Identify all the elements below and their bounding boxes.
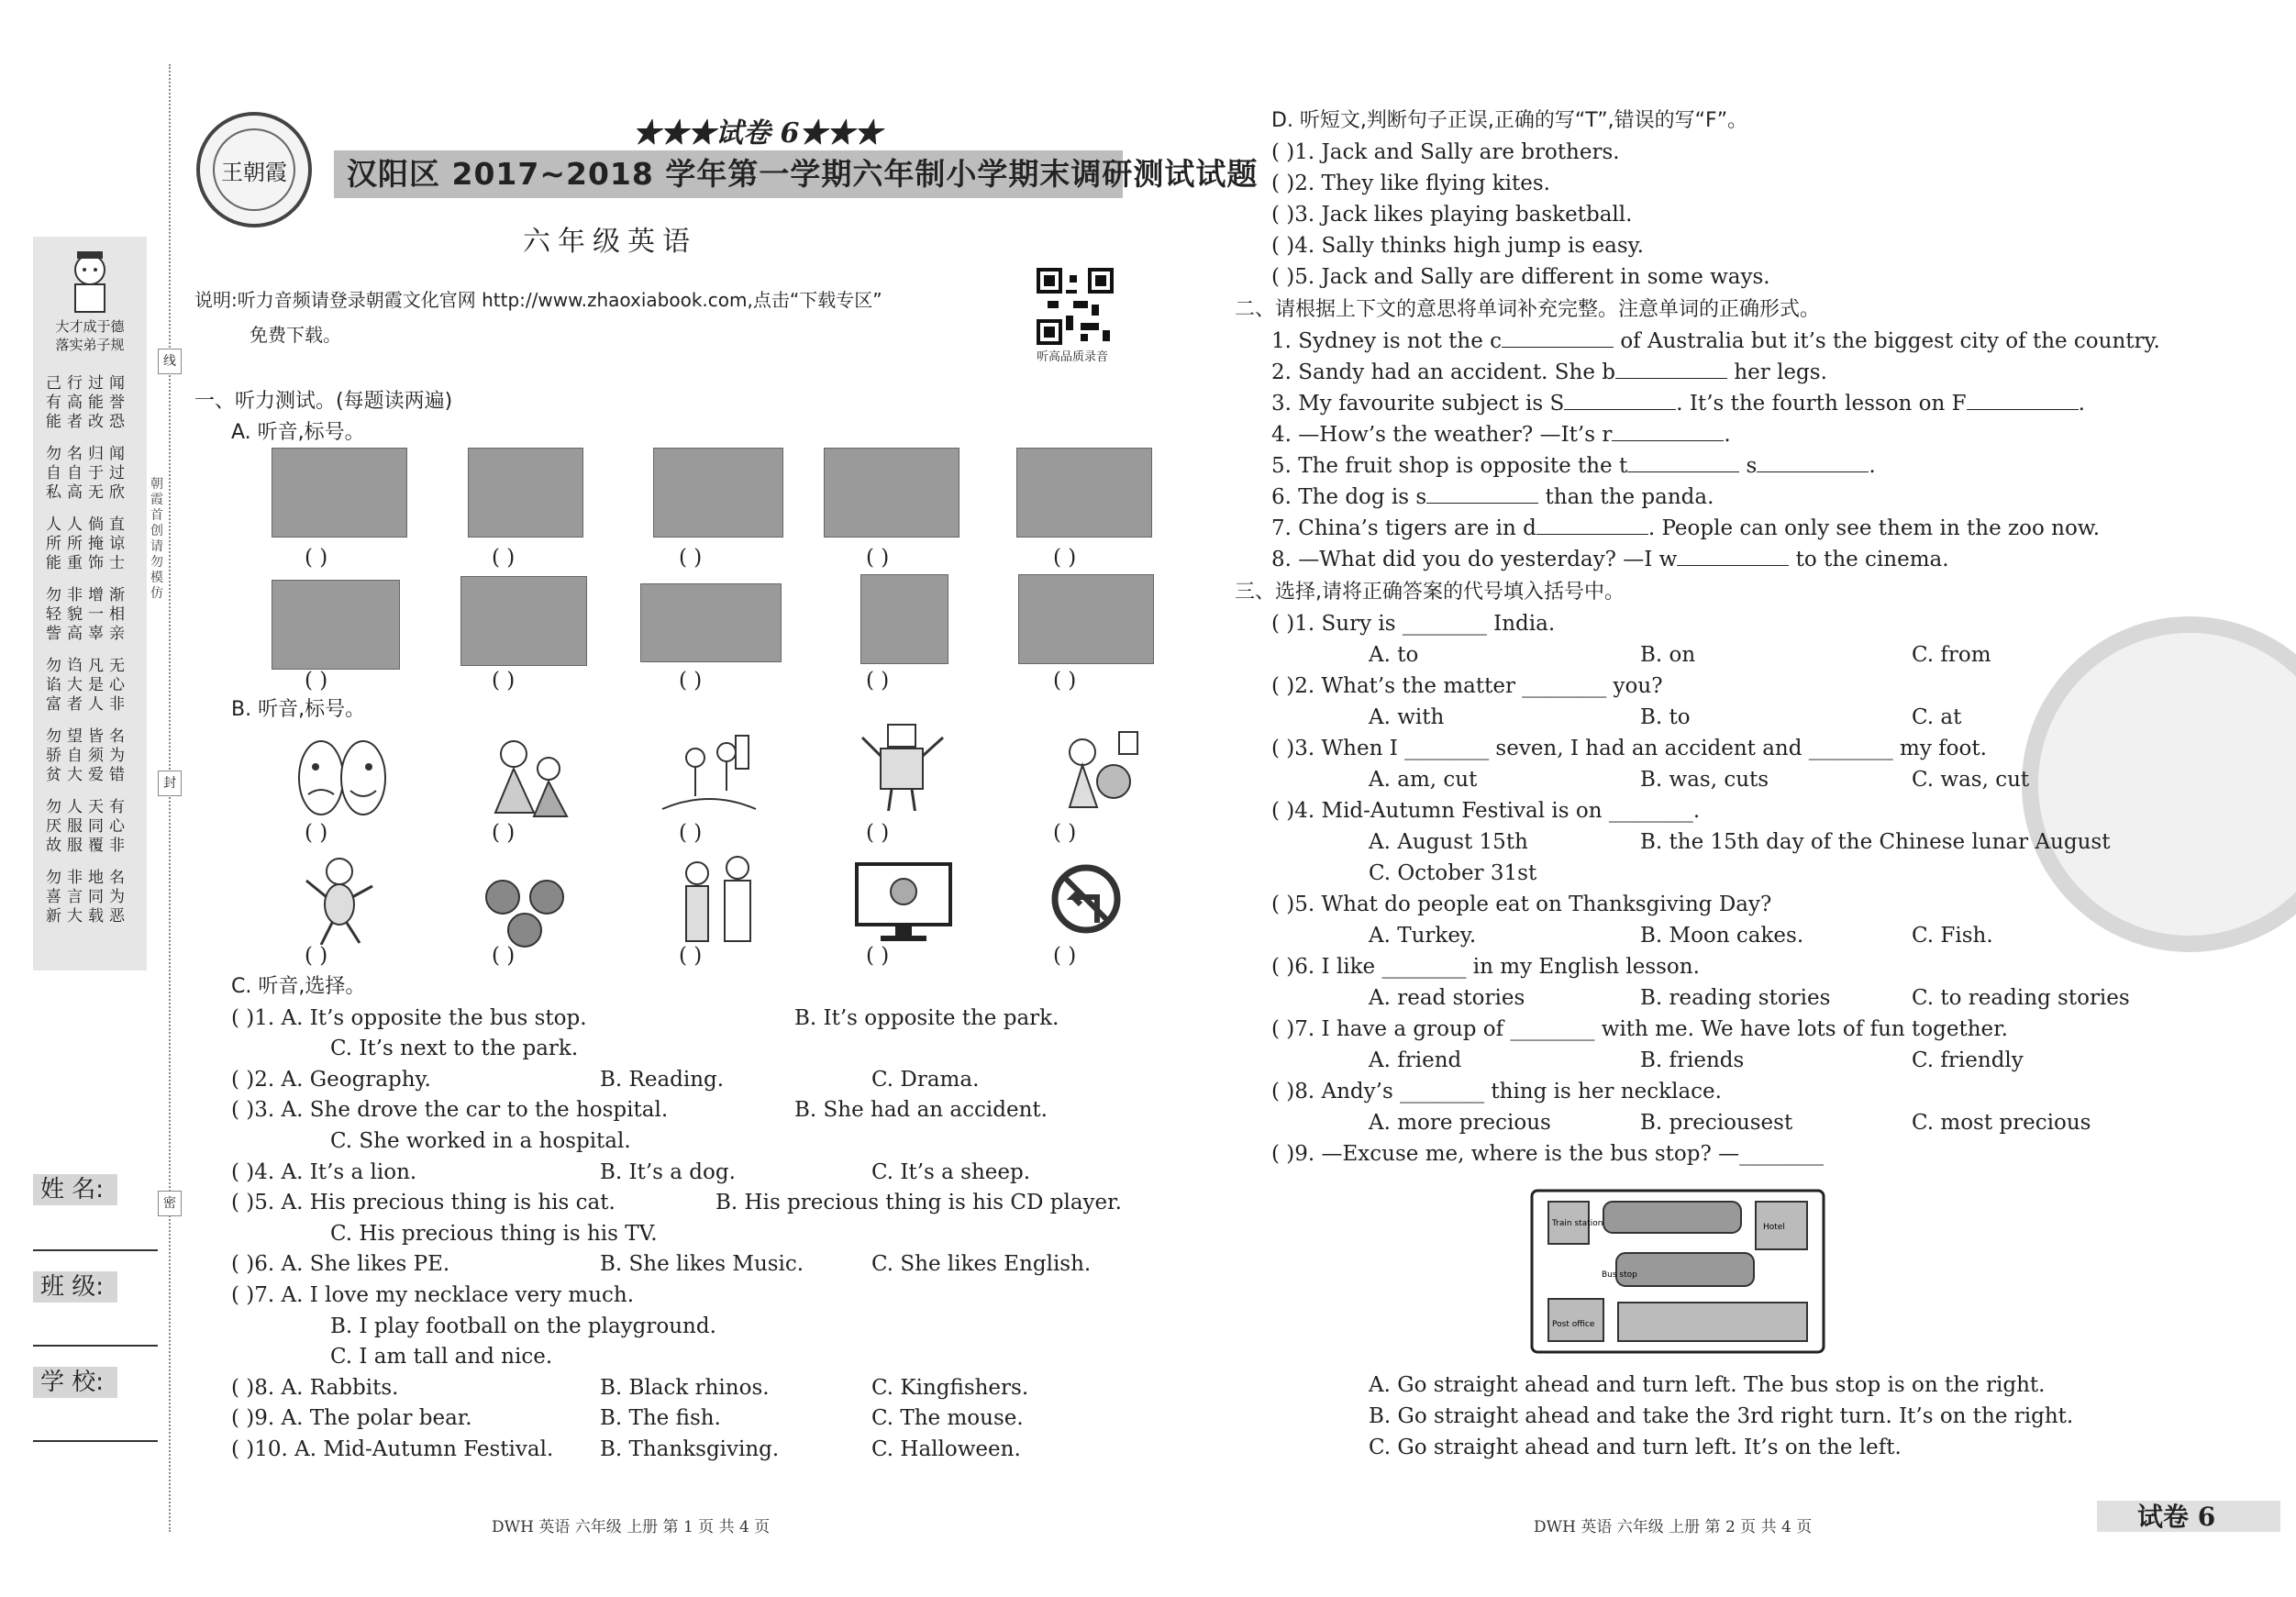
c-item-7: ( )7. A. I love my necklace very much. — [231, 1283, 635, 1307]
choice-q5-c: C. Fish. — [1912, 924, 1993, 948]
c-item-1: ( )1. A. It’s opposite the bus stop. — [231, 1006, 587, 1030]
fill-blank-7[interactable] — [1536, 514, 1648, 535]
c-item-10-b: B. Thanksgiving. — [600, 1437, 780, 1461]
fill-item-7: 7. China’s tigers are in d . People can only see them in the zoo now. — [1271, 514, 2100, 543]
fill-blank-2[interactable] — [1615, 358, 1727, 379]
part-d-title: D. 听短文,判断句子正误,正确的写“T”,错误的写“F”。 — [1271, 109, 1748, 132]
fill-item-2: 2. Sandy had an accident. She b her legs. — [1271, 358, 1827, 387]
choice-q7-a: A. friend — [1369, 1048, 1462, 1072]
audio-note — [194, 283, 882, 352]
page-footer-2: DWH 英语 六年级 上册 第 2 页 共 4 页 — [1534, 1518, 1813, 1536]
d-item-4: ( )4. Sally thinks high jump is easy. — [1271, 234, 1644, 258]
choice-q2-a: A. with — [1369, 705, 1445, 729]
dancing-tiger-icon — [294, 853, 394, 945]
fill-blank-5a[interactable] — [1627, 451, 1739, 472]
photo-museum-building — [272, 580, 400, 670]
c-item-5-c: C. His precious thing is his TV. — [330, 1222, 658, 1246]
audio-note-line-1: 说明:听力音频请登录朝霞文化官网 http://www.zhaoxiabook.com,点击“下载专区” — [194, 289, 882, 311]
qr-code-icon[interactable] — [1037, 268, 1114, 345]
c-item-6-c: C. She likes English. — [871, 1252, 1092, 1276]
choice-q1-c: C. from — [1912, 643, 1991, 667]
name-label: 姓 名: — [33, 1174, 117, 1205]
fill-blank-3b[interactable] — [1967, 389, 2079, 410]
fill-item-5: 5. The fruit shop is opposite the t s . — [1271, 451, 1876, 481]
girls-reading-icon — [477, 730, 578, 822]
couplet-4: 勿非增渐 轻貌一相 訾高辜亲 — [46, 586, 130, 643]
no-left-turn-icon — [1046, 860, 1147, 952]
photo-great-wall — [653, 448, 783, 538]
fill-item-3: 3. My favourite subject is S . It’s the fourth lesson on F . — [1271, 389, 2085, 418]
two-men-icon — [670, 853, 771, 945]
exam-title: 汉阳区 2017~2018 学年第一学期六年制小学期末调研测试试题 — [347, 156, 1259, 192]
c-item-1-b: B. It’s opposite the park. — [794, 1006, 1059, 1030]
choice-q3-b: B. was, cuts — [1640, 768, 1769, 792]
exam-subject: 六年级英语 — [523, 226, 697, 258]
photo-park-statue — [460, 576, 587, 666]
answer-blank-b4[interactable]: ( ) — [866, 821, 890, 845]
answer-blank-b3[interactable]: ( ) — [679, 821, 703, 845]
choice-q6-a: A. read stories — [1369, 986, 1525, 1010]
answer-blank-b2[interactable]: ( ) — [492, 821, 516, 845]
photo-palace-museum — [272, 448, 407, 538]
couplet-7: 勿人天有 厌服同心 故服覆非 — [46, 798, 130, 855]
children-playing-icon — [659, 730, 760, 822]
page-footer-1: DWH 英语 六年级 上册 第 1 页 共 4 页 — [492, 1518, 771, 1536]
fill-blank-1[interactable] — [1502, 327, 1614, 348]
corner-paper-number: 试卷 6 — [2137, 1502, 2216, 1532]
answer-blank-b8[interactable]: ( ) — [679, 944, 703, 968]
choice-q4-b: B. the 15th day of the Chinese lunar August — [1640, 830, 2111, 854]
couplet-1: 己行过闻 有高能誉 能者改恐 — [46, 374, 130, 431]
fill-item-1: 1. Sydney is not the c of Australia but it’s the biggest city of the country. — [1271, 327, 2160, 356]
fill-blank-8[interactable] — [1677, 545, 1789, 566]
c-item-9-c: C. The mouse. — [871, 1406, 1024, 1430]
choice-q8-b: B. preciousest — [1640, 1111, 1793, 1135]
photo-tower-bridge — [824, 448, 959, 538]
logo-text: 王朝霞 — [213, 128, 295, 211]
choice-q7: ( )7. I have a group of ________ with me. We have lots of fun together. — [1271, 1017, 2008, 1041]
d-item-1: ( )1. Jack and Sally are brothers. — [1271, 140, 1620, 164]
part-c-title: C. 听音,选择。 — [231, 975, 366, 998]
answer-blank-a8[interactable]: ( ) — [679, 669, 703, 693]
publisher-logo — [196, 112, 312, 227]
map-label-train-station: Train station — [1552, 1219, 1603, 1228]
school-label: 学 校: — [33, 1367, 117, 1398]
cut-mark-xian: 线 — [158, 349, 182, 374]
motto-line-2: 落实弟子规 — [55, 337, 125, 353]
d-item-2: ( )2. They like flying kites. — [1271, 172, 1550, 195]
photo-london-eye — [468, 448, 583, 538]
photo-twin-towers — [860, 574, 948, 664]
class-field[interactable] — [33, 1345, 158, 1347]
fill-blank-6[interactable] — [1426, 482, 1538, 504]
binding-line — [169, 64, 171, 1532]
fill-blank-4[interactable] — [1612, 420, 1724, 441]
answer-blank-a1[interactable]: ( ) — [305, 546, 328, 570]
sidebar-motto — [33, 317, 147, 354]
fill-blank-5b[interactable] — [1757, 451, 1869, 472]
choice-q5: ( )5. What do people eat on Thanksgiving Day? — [1271, 893, 1772, 916]
tv-set-icon — [853, 859, 954, 950]
answer-blank-b1[interactable]: ( ) — [305, 821, 328, 845]
c-item-3-b: B. She had an accident. — [794, 1098, 1048, 1122]
answer-blank-a9[interactable]: ( ) — [866, 669, 890, 693]
fill-item-4: 4. —How’s the weather? —It’s r . — [1271, 420, 1731, 449]
answer-blank-b10[interactable]: ( ) — [1053, 944, 1077, 968]
answer-blank-b6[interactable]: ( ) — [305, 944, 328, 968]
section-1-title: 一、听力测试。(每题读两遍) — [194, 390, 453, 413]
choice-q4-c: C. October 31st — [1369, 861, 1537, 885]
answer-blank-b7[interactable]: ( ) — [492, 944, 516, 968]
d-item-5: ( )5. Jack and Sally are different in some ways. — [1271, 265, 1770, 289]
section-2-title: 二、请根据上下文的意思将单词补充完整。注意单词的正确形式。 — [1235, 298, 1821, 321]
c-item-8-b: B. Black rhinos. — [600, 1376, 770, 1400]
choice-q2-b: B. to — [1640, 705, 1691, 729]
couplet-2: 勿名归闻 自自于过 私高无欣 — [46, 445, 130, 502]
choice-q8-a: A. more precious — [1369, 1111, 1551, 1135]
choice-q3-a: A. am, cut — [1369, 768, 1478, 792]
choice-q7-b: B. friends — [1640, 1048, 1745, 1072]
choice-q6-c: C. to reading stories — [1912, 986, 2130, 1010]
choice-q2: ( )2. What’s the matter ________ you? — [1271, 674, 1663, 698]
choice-q7-c: C. friendly — [1912, 1048, 2024, 1072]
street-map-image — [1530, 1189, 1825, 1354]
c-item-10-c: C. Halloween. — [871, 1437, 1021, 1461]
c-item-6-b: B. She likes Music. — [600, 1252, 804, 1276]
photo-summer-palace — [1018, 574, 1154, 664]
choice-q9: ( )9. —Excuse me, where is the bus stop? —________ — [1271, 1142, 1825, 1166]
fill-item-8: 8. —What did you do yesterday? —I w to the cinema. — [1271, 545, 1949, 574]
c-item-1-c: C. It’s next to the park. — [330, 1037, 579, 1060]
cut-mark-mi: 密 — [158, 1191, 182, 1216]
choice-q6: ( )6. I like ________ in my English lesson. — [1271, 955, 1700, 979]
school-field[interactable] — [33, 1440, 158, 1442]
name-field[interactable] — [33, 1249, 158, 1251]
answer-blank-a3[interactable]: ( ) — [679, 546, 703, 570]
map-label-bus-stop: Bus stop — [1602, 1270, 1637, 1280]
c-item-9-b: B. The fish. — [600, 1406, 721, 1430]
section-3-title: 三、选择,请将正确答案的代号填入括号中。 — [1235, 581, 1625, 604]
c-item-8-c: C. Kingfishers. — [871, 1376, 1029, 1400]
choice-q1-a: A. to — [1369, 643, 1419, 667]
qr-caption: 听高品质录音 — [1037, 350, 1109, 364]
c-item-5: ( )5. A. His precious thing is his cat. — [231, 1191, 616, 1214]
answer-blank-b5[interactable]: ( ) — [1053, 821, 1077, 845]
c-item-2: ( )2. A. Geography. — [231, 1068, 431, 1092]
secret-seal-watermark — [2022, 616, 2296, 952]
choice-q2-c: C. at — [1912, 705, 1962, 729]
couplet-6: 勿望皆名 骄自须为 贫大爱错 — [46, 727, 130, 784]
c-item-2-b: B. Reading. — [600, 1068, 725, 1092]
c-item-3: ( )3. A. She drove the car to the hospital. — [231, 1098, 669, 1122]
c-item-3-c: C. She worked in a hospital. — [330, 1129, 631, 1153]
choice-q8: ( )8. Andy’s ________ thing is her necklace. — [1271, 1080, 1722, 1103]
cut-mark-feng: 封 — [158, 771, 182, 796]
answer-blank-a7[interactable]: ( ) — [492, 669, 516, 693]
sidebar-motto-panel — [33, 237, 147, 970]
choice-q5-b: B. Moon cakes. — [1640, 924, 1804, 948]
choice-q1-b: B. on — [1640, 643, 1696, 667]
answer-blank-a6[interactable]: ( ) — [305, 669, 328, 693]
c-item-4-c: C. It’s a sheep. — [871, 1160, 1031, 1184]
q9-option-a: A. Go straight ahead and turn left. The bus stop is on the right. — [1369, 1373, 2046, 1397]
choice-q4: ( )4. Mid-Autumn Festival is on ________. — [1271, 799, 1701, 823]
q9-option-b: B. Go straight ahead and take the 3rd right turn. It’s on the right. — [1369, 1404, 2074, 1428]
couplet-3: 人人倘直 所所掩谅 能重饰士 — [46, 516, 130, 572]
sidebar-vertical-note: 朝霞首创 请勿模仿 — [150, 477, 163, 601]
choice-q1: ( )1. Sury is ________ India. — [1271, 612, 1556, 636]
photo-opera-house — [640, 583, 782, 662]
paper-number: ★★★试卷 6★★★ — [633, 117, 882, 150]
choice-q5-a: A. Turkey. — [1369, 924, 1477, 948]
d-item-3: ( )3. Jack likes playing basketball. — [1271, 203, 1633, 227]
sidebar-couplets — [46, 374, 138, 939]
c-item-5-b: B. His precious thing is his CD player. — [715, 1191, 1122, 1214]
c-item-6: ( )6. A. She likes PE. — [231, 1252, 450, 1276]
choice-q3-c: C. was, cut — [1912, 768, 2030, 792]
c-item-9: ( )9. A. The polar bear. — [231, 1406, 472, 1430]
c-item-2-c: C. Drama. — [871, 1068, 980, 1092]
robot-icon — [853, 719, 954, 811]
c-item-7-b: B. I play football on the playground. — [330, 1314, 716, 1338]
fill-item-6: 6. The dog is s than the panda. — [1271, 482, 1714, 512]
choice-q4-a: A. August 15th — [1369, 830, 1528, 854]
answer-blank-a10[interactable]: ( ) — [1053, 669, 1077, 693]
c-item-8: ( )8. A. Rabbits. — [231, 1376, 399, 1400]
q9-option-c: C. Go straight ahead and turn left. It’s on the left. — [1369, 1436, 1902, 1459]
class-label: 班 级: — [33, 1271, 117, 1303]
couplet-5: 勿诌凡无 谄大是心 富者人非 — [46, 657, 130, 714]
c-item-4: ( )4. A. It’s a lion. — [231, 1160, 417, 1184]
part-b-title: B. 听音,标号。 — [231, 698, 366, 721]
c-item-10: ( )10. A. Mid-Autumn Festival. — [231, 1437, 554, 1461]
answer-blank-a4[interactable]: ( ) — [866, 546, 890, 570]
answer-blank-a2[interactable]: ( ) — [492, 546, 516, 570]
choice-q6-b: B. reading stories — [1640, 986, 1831, 1010]
fill-blank-3a[interactable] — [1564, 389, 1676, 410]
audio-note-line-2: 免费下载。 — [250, 324, 341, 346]
choice-q3: ( )3. When I ________ seven, I had an accident and ________ my foot. — [1271, 737, 1987, 760]
photo-white-house — [1016, 448, 1152, 538]
c-item-4-b: B. It’s a dog. — [600, 1160, 736, 1184]
couplet-8: 勿非地名 喜言同为 新大载恶 — [46, 869, 130, 926]
choice-q8-c: C. most precious — [1912, 1111, 2091, 1135]
motto-line-1: 大才成于德 — [55, 318, 125, 335]
map-label-post-office: Post office — [1552, 1320, 1595, 1329]
two-faces-icon — [292, 730, 393, 822]
map-label-hotel: Hotel — [1763, 1223, 1785, 1232]
answer-blank-b9[interactable]: ( ) — [866, 944, 890, 968]
boy-with-ball-icon — [1046, 725, 1147, 816]
part-a-title: A. 听音,标号。 — [231, 421, 365, 444]
c-item-7-c: C. I am tall and nice. — [330, 1345, 553, 1369]
answer-blank-a5[interactable]: ( ) — [1053, 546, 1077, 570]
